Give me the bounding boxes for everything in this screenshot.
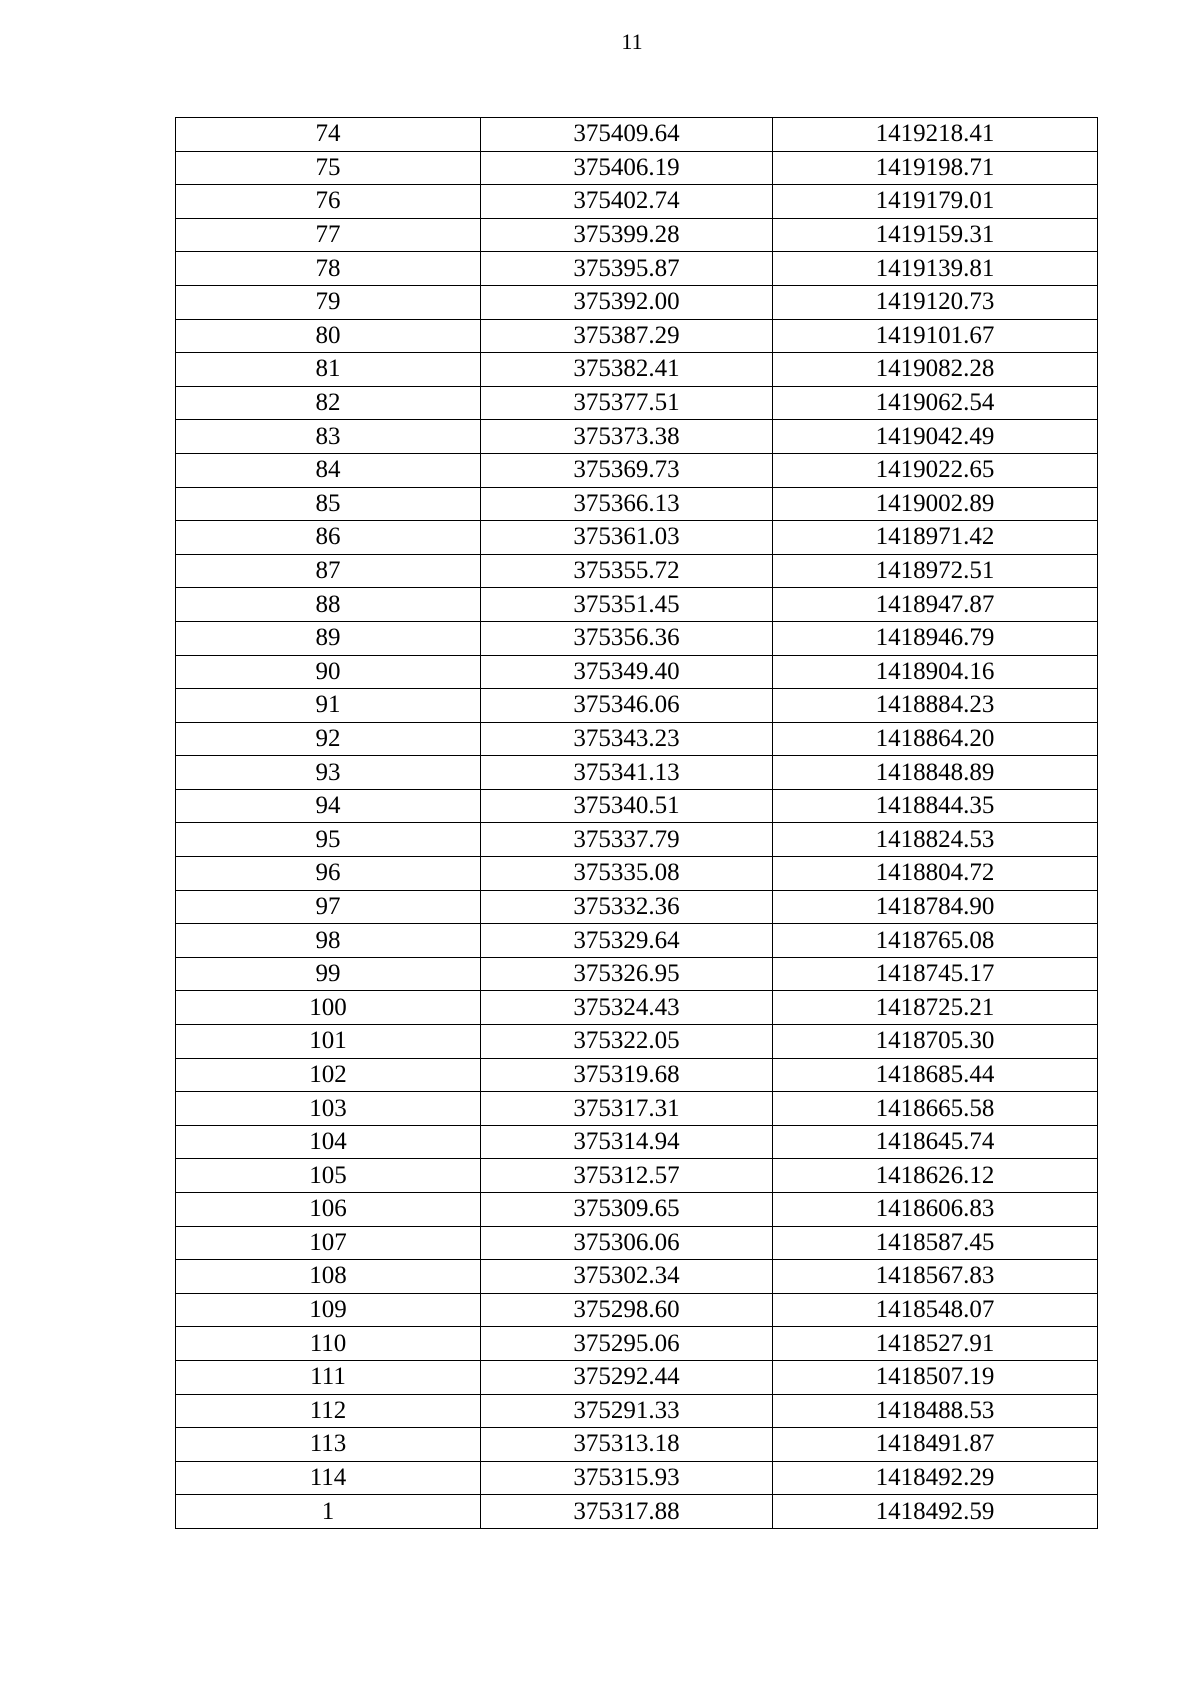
y-coordinate-cell: 1418492.59 xyxy=(773,1495,1098,1529)
point-number-cell: 74 xyxy=(176,118,481,152)
table-row xyxy=(176,151,1098,185)
y-coordinate-cell: 1418971.42 xyxy=(773,521,1098,555)
table-row xyxy=(176,285,1098,319)
table-row xyxy=(176,487,1098,521)
point-number-cell: 90 xyxy=(176,655,481,689)
y-coordinate-cell: 1419101.67 xyxy=(773,319,1098,353)
table-row xyxy=(176,1193,1098,1227)
point-number-cell: 113 xyxy=(176,1428,481,1462)
point-number-cell: 94 xyxy=(176,789,481,823)
table-row xyxy=(176,554,1098,588)
y-coordinate-cell: 1418946.79 xyxy=(773,621,1098,655)
table-row xyxy=(176,890,1098,924)
table-row xyxy=(176,722,1098,756)
y-coordinate-cell: 1419179.01 xyxy=(773,185,1098,219)
y-coordinate-cell: 1418527.91 xyxy=(773,1327,1098,1361)
x-coordinate-cell: 375369.73 xyxy=(481,453,773,487)
x-coordinate-cell: 375326.95 xyxy=(481,957,773,991)
table-row xyxy=(176,1025,1098,1059)
y-coordinate-cell: 1418685.44 xyxy=(773,1058,1098,1092)
table-row xyxy=(176,453,1098,487)
y-coordinate-cell: 1419198.71 xyxy=(773,151,1098,185)
table-row xyxy=(176,588,1098,622)
y-coordinate-cell: 1418548.07 xyxy=(773,1293,1098,1327)
point-number-cell: 106 xyxy=(176,1193,481,1227)
table-row xyxy=(176,252,1098,286)
table-row xyxy=(176,957,1098,991)
point-number-cell: 99 xyxy=(176,957,481,991)
point-number-cell: 107 xyxy=(176,1226,481,1260)
y-coordinate-cell: 1418848.89 xyxy=(773,756,1098,790)
x-coordinate-cell: 375346.06 xyxy=(481,689,773,723)
point-number-cell: 80 xyxy=(176,319,481,353)
x-coordinate-cell: 375340.51 xyxy=(481,789,773,823)
point-number-cell: 93 xyxy=(176,756,481,790)
x-coordinate-cell: 375315.93 xyxy=(481,1461,773,1495)
x-coordinate-cell: 375291.33 xyxy=(481,1394,773,1428)
x-coordinate-cell: 375302.34 xyxy=(481,1260,773,1294)
y-coordinate-cell: 1418884.23 xyxy=(773,689,1098,723)
y-coordinate-cell: 1418491.87 xyxy=(773,1428,1098,1462)
x-coordinate-cell: 375295.06 xyxy=(481,1327,773,1361)
point-number-cell: 87 xyxy=(176,554,481,588)
table-row xyxy=(176,218,1098,252)
y-coordinate-cell: 1418804.72 xyxy=(773,857,1098,891)
point-number-cell: 102 xyxy=(176,1058,481,1092)
point-number-cell: 109 xyxy=(176,1293,481,1327)
point-number-cell: 114 xyxy=(176,1461,481,1495)
point-number-cell: 104 xyxy=(176,1125,481,1159)
y-coordinate-cell: 1418904.16 xyxy=(773,655,1098,689)
y-coordinate-cell: 1418645.74 xyxy=(773,1125,1098,1159)
x-coordinate-cell: 375322.05 xyxy=(481,1025,773,1059)
y-coordinate-cell: 1418488.53 xyxy=(773,1394,1098,1428)
x-coordinate-cell: 375319.68 xyxy=(481,1058,773,1092)
x-coordinate-cell: 375366.13 xyxy=(481,487,773,521)
table-row xyxy=(176,655,1098,689)
point-number-cell: 82 xyxy=(176,386,481,420)
y-coordinate-cell: 1419218.41 xyxy=(773,118,1098,152)
point-number-cell: 79 xyxy=(176,285,481,319)
point-number-cell: 108 xyxy=(176,1260,481,1294)
y-coordinate-cell: 1419002.89 xyxy=(773,487,1098,521)
table-row xyxy=(176,185,1098,219)
point-number-cell: 75 xyxy=(176,151,481,185)
x-coordinate-cell: 375337.79 xyxy=(481,823,773,857)
table-row xyxy=(176,1293,1098,1327)
table-row xyxy=(176,353,1098,387)
x-coordinate-cell: 375355.72 xyxy=(481,554,773,588)
table-row xyxy=(176,1495,1098,1529)
table-row xyxy=(176,1226,1098,1260)
y-coordinate-cell: 1418626.12 xyxy=(773,1159,1098,1193)
table-row xyxy=(176,1125,1098,1159)
point-number-cell: 98 xyxy=(176,924,481,958)
x-coordinate-cell: 375309.65 xyxy=(481,1193,773,1227)
y-coordinate-cell: 1418665.58 xyxy=(773,1092,1098,1126)
point-number-cell: 89 xyxy=(176,621,481,655)
x-coordinate-cell: 375399.28 xyxy=(481,218,773,252)
point-number-cell: 77 xyxy=(176,218,481,252)
x-coordinate-cell: 375329.64 xyxy=(481,924,773,958)
point-number-cell: 97 xyxy=(176,890,481,924)
x-coordinate-cell: 375351.45 xyxy=(481,588,773,622)
x-coordinate-cell: 375341.13 xyxy=(481,756,773,790)
x-coordinate-cell: 375395.87 xyxy=(481,252,773,286)
table-row xyxy=(176,689,1098,723)
table-row xyxy=(176,1327,1098,1361)
x-coordinate-cell: 375402.74 xyxy=(481,185,773,219)
y-coordinate-cell: 1419042.49 xyxy=(773,420,1098,454)
y-coordinate-cell: 1418864.20 xyxy=(773,722,1098,756)
y-coordinate-cell: 1418606.83 xyxy=(773,1193,1098,1227)
y-coordinate-cell: 1418972.51 xyxy=(773,554,1098,588)
x-coordinate-cell: 375377.51 xyxy=(481,386,773,420)
x-coordinate-cell: 375382.41 xyxy=(481,353,773,387)
x-coordinate-cell: 375392.00 xyxy=(481,285,773,319)
point-number-cell: 95 xyxy=(176,823,481,857)
x-coordinate-cell: 375356.36 xyxy=(481,621,773,655)
y-coordinate-cell: 1418765.08 xyxy=(773,924,1098,958)
coordinates-table-body xyxy=(176,118,1098,1529)
x-coordinate-cell: 375332.36 xyxy=(481,890,773,924)
table-row xyxy=(176,1260,1098,1294)
point-number-cell: 84 xyxy=(176,453,481,487)
point-number-cell: 1 xyxy=(176,1495,481,1529)
table-row xyxy=(176,521,1098,555)
table-row xyxy=(176,756,1098,790)
x-coordinate-cell: 375312.57 xyxy=(481,1159,773,1193)
y-coordinate-cell: 1419082.28 xyxy=(773,353,1098,387)
point-number-cell: 112 xyxy=(176,1394,481,1428)
y-coordinate-cell: 1418947.87 xyxy=(773,588,1098,622)
table-row xyxy=(176,1159,1098,1193)
x-coordinate-cell: 375314.94 xyxy=(481,1125,773,1159)
x-coordinate-cell: 375409.64 xyxy=(481,118,773,152)
table-row xyxy=(176,823,1098,857)
table-row xyxy=(176,1461,1098,1495)
x-coordinate-cell: 375373.38 xyxy=(481,420,773,454)
y-coordinate-cell: 1419139.81 xyxy=(773,252,1098,286)
table-row xyxy=(176,386,1098,420)
x-coordinate-cell: 375317.88 xyxy=(481,1495,773,1529)
x-coordinate-cell: 375317.31 xyxy=(481,1092,773,1126)
table-row xyxy=(176,1092,1098,1126)
y-coordinate-cell: 1418784.90 xyxy=(773,890,1098,924)
table-row xyxy=(176,621,1098,655)
x-coordinate-cell: 375349.40 xyxy=(481,655,773,689)
y-coordinate-cell: 1419022.65 xyxy=(773,453,1098,487)
table-row xyxy=(176,1360,1098,1394)
y-coordinate-cell: 1418492.29 xyxy=(773,1461,1098,1495)
point-number-cell: 111 xyxy=(176,1360,481,1394)
y-coordinate-cell: 1418844.35 xyxy=(773,789,1098,823)
table-row xyxy=(176,118,1098,152)
table-row xyxy=(176,1058,1098,1092)
x-coordinate-cell: 375298.60 xyxy=(481,1293,773,1327)
x-coordinate-cell: 375361.03 xyxy=(481,521,773,555)
point-number-cell: 78 xyxy=(176,252,481,286)
y-coordinate-cell: 1418587.45 xyxy=(773,1226,1098,1260)
point-number-cell: 101 xyxy=(176,1025,481,1059)
y-coordinate-cell: 1419159.31 xyxy=(773,218,1098,252)
point-number-cell: 103 xyxy=(176,1092,481,1126)
point-number-cell: 83 xyxy=(176,420,481,454)
y-coordinate-cell: 1418705.30 xyxy=(773,1025,1098,1059)
y-coordinate-cell: 1418567.83 xyxy=(773,1260,1098,1294)
point-number-cell: 88 xyxy=(176,588,481,622)
y-coordinate-cell: 1419062.54 xyxy=(773,386,1098,420)
point-number-cell: 76 xyxy=(176,185,481,219)
point-number-cell: 105 xyxy=(176,1159,481,1193)
x-coordinate-cell: 375306.06 xyxy=(481,1226,773,1260)
table-row xyxy=(176,789,1098,823)
page-number: 11 xyxy=(621,29,643,54)
x-coordinate-cell: 375406.19 xyxy=(481,151,773,185)
y-coordinate-cell: 1418745.17 xyxy=(773,957,1098,991)
table-row xyxy=(176,857,1098,891)
point-number-cell: 96 xyxy=(176,857,481,891)
table-row xyxy=(176,1394,1098,1428)
point-number-cell: 100 xyxy=(176,991,481,1025)
x-coordinate-cell: 375324.43 xyxy=(481,991,773,1025)
point-number-cell: 81 xyxy=(176,353,481,387)
point-number-cell: 92 xyxy=(176,722,481,756)
x-coordinate-cell: 375335.08 xyxy=(481,857,773,891)
y-coordinate-cell: 1418507.19 xyxy=(773,1360,1098,1394)
table-row xyxy=(176,991,1098,1025)
point-number-cell: 110 xyxy=(176,1327,481,1361)
point-number-cell: 91 xyxy=(176,689,481,723)
table-row xyxy=(176,1428,1098,1462)
table-row xyxy=(176,420,1098,454)
y-coordinate-cell: 1419120.73 xyxy=(773,285,1098,319)
x-coordinate-cell: 375343.23 xyxy=(481,722,773,756)
table-row xyxy=(176,924,1098,958)
x-coordinate-cell: 375292.44 xyxy=(481,1360,773,1394)
y-coordinate-cell: 1418725.21 xyxy=(773,991,1098,1025)
point-number-cell: 85 xyxy=(176,487,481,521)
y-coordinate-cell: 1418824.53 xyxy=(773,823,1098,857)
point-number-cell: 86 xyxy=(176,521,481,555)
coordinates-table xyxy=(175,117,1098,1529)
x-coordinate-cell: 375313.18 xyxy=(481,1428,773,1462)
x-coordinate-cell: 375387.29 xyxy=(481,319,773,353)
table-row xyxy=(176,319,1098,353)
